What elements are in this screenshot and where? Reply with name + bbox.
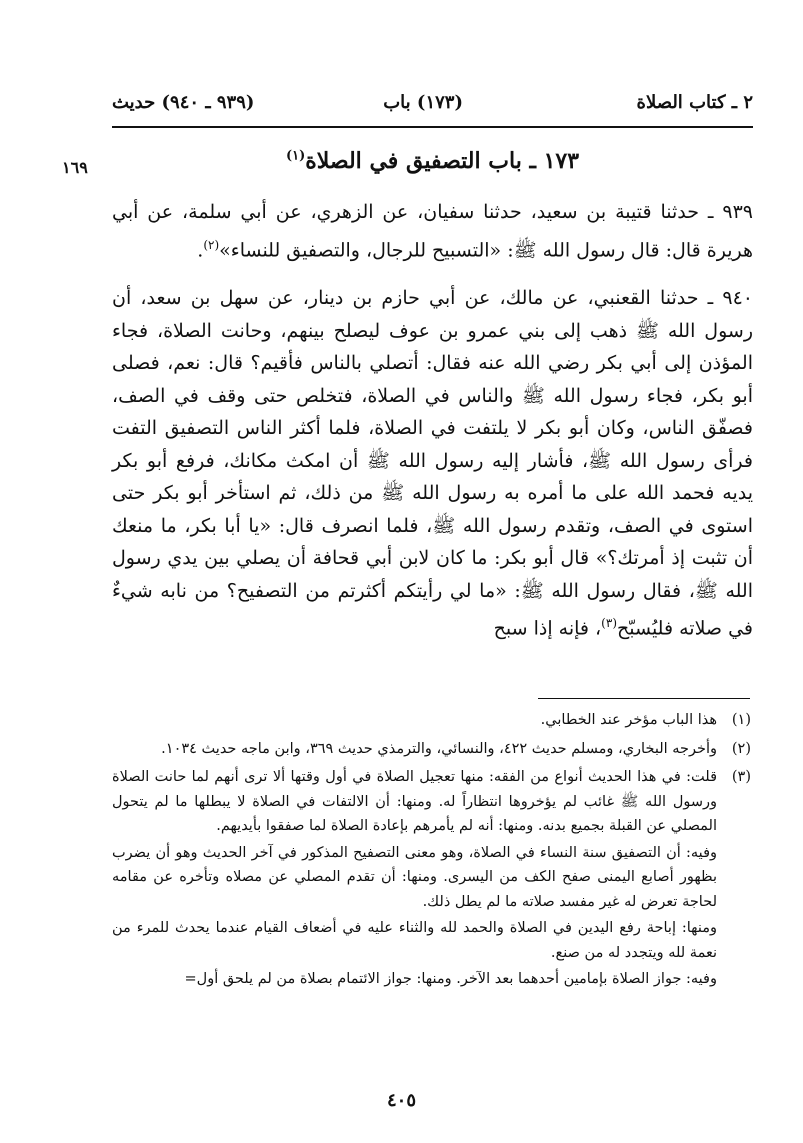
footnote-text: قلت: في هذا الحديث أنواع من الفقه: منها تعجيل الصلاة في أول وقتها ألا ترى أنهم لما حانت الصلاة ورسول الله ﷺ غائب لم يؤخروها انتظاراً له. ومنها: أن الالتفات في الصلاة لا يبطلها ما لم يتحول المصلي عن القبلة بجميع بدنه. ومنها: أنه لم يأمرهم بإعادة الصلاة لما صفقوا بأيديهم. [112, 769, 718, 834]
footnote-paragraph: وفيه: أن التصفيق سنة النساء في الصلاة، وهو معنى التصفيح المذكور في آخر الحديث وهو أن يضرب بظهور أصابع اليمنى صفح الكف من اليسرى. ومنها: أن تقدم المصلي عن مصلاه وتأخره عن مقامه لحاجة تعرض له غير مفسد صلاته ما لم يطل ذلك. [112, 844, 717, 910]
footnote-3 [112, 765, 751, 992]
hadith-940 [112, 282, 753, 645]
hadith-940-text-a: ٩٤٠ ـ حدثنا القعنبي، عن مالك، عن أبي حازم بن دينار، عن سهل بن سعد، أن رسول الله ﷺ ذهب إلى بني عمرو بن عوف ليصلح بينهم، وحانت الصلاة، فجاء المؤذن إلى أبي بكر رضي الله عنه فقال: أتصلي بالناس فأقيم؟ قال: نعم، فصلى أبو بكر، فجاء رسول الله ﷺ والناس في الصلاة، فتخلص حتى وقف في الصف، فصفّق الناس، وكان أبو بكر لا يلتفت في الصلاة، فلما أكثر الناس التصفيق التفت فرأى رسول الله ﷺ، فأشار إليه رسول الله ﷺ أن امكث مكانك، فرفع أبو بكر يديه فحمد الله على ما أمره به رسول الله ﷺ من ذلك، ثم استأخر أبو بكر حتى استوى في الصف، وتقدم رسول الله ﷺ، فلما انصرف قال: «يا أبا بكر، ما منعك أن تثبت إذ أمرتك؟» قال أبو بكر: ما كان لابن أبي قحافة أن يصلي بين يدي رسول الله ﷺ، فقال رسول الله ﷺ: «ما لي رأيتكم أكثرتم من التصفيح؟ من نابه شيءٌ في صلاته فليُسبّح [112, 287, 753, 640]
hadith-940-text-b: ، فإنه إذا سبح [493, 617, 602, 640]
chapter-title [112, 148, 753, 174]
header-divider [112, 126, 753, 128]
footnote-text: هذا الباب مؤخر عند الخطابي. [540, 712, 717, 728]
footnote-paragraph: وفيه: جواز الصلاة بإمامين أحدهما بعد الآخر. ومنها: جواز الائتمام بصلاة من لم يلحق أول= [184, 971, 717, 987]
main-text [112, 196, 753, 645]
header-book-title: ٢ ـ كتاب الصلاة [636, 92, 753, 113]
side-page-number: ١٦٩ [62, 158, 88, 177]
page-number: ٤٠٥ [386, 1090, 416, 1111]
footnote-divider [538, 698, 750, 699]
footnote-paragraph: ومنها: إباحة رفع اليدين في الصلاة والحمد لله والثناء عليه في أضعاف القيام عندما يحدث للمرء من نعمة لله ويتجدد له من صنع. [112, 920, 717, 961]
footnote-1 [112, 708, 751, 733]
running-header [112, 92, 753, 126]
footnote-text: وأخرجه البخاري، ومسلم حديث ٤٢٢، والنسائي، والترمذي حديث ٣٦٩، وابن ماجه حديث ١٠٣٤. [161, 740, 717, 757]
hadith-939-note-ref: (٢) [203, 237, 220, 252]
footnote-number: (٢) [731, 740, 751, 757]
footnotes [112, 708, 751, 996]
header-chapter: (١٧٣) باب [383, 92, 463, 113]
chapter-note-ref: (١) [285, 148, 306, 164]
footnote-number: (٣) [731, 769, 751, 785]
chapter-title-text: ١٧٣ ـ باب التصفيق في الصلاة [305, 148, 580, 174]
footnote-number: (١) [731, 712, 751, 728]
footnote-2 [112, 737, 751, 762]
hadith-939-end: . [197, 238, 204, 261]
hadith-939-text: ٩٣٩ ـ حدثنا قتيبة بن سعيد، حدثنا سفيان، عن الزهري، عن أبي سلمة، عن أبي هريرة قال: قال رسول الله ﷺ: «التسبيح للرجال، والتصفيق للنساء» [112, 201, 753, 261]
hadith-940-note-ref: (٣) [601, 616, 617, 631]
header-hadith-range: (٩٣٩ ـ ٩٤٠) حديث [112, 92, 255, 113]
hadith-939 [112, 196, 753, 266]
